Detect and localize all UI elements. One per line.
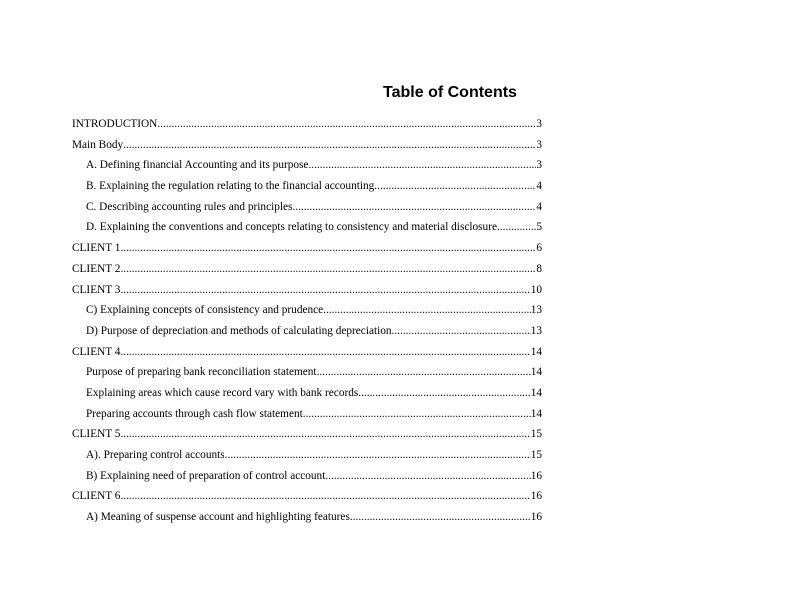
toc-entry-label: Preparing accounts through cash flow statement xyxy=(86,407,303,420)
toc-entry-page: 3 xyxy=(536,118,542,130)
toc-entry[interactable] xyxy=(72,217,542,238)
toc-entry-leader xyxy=(292,197,536,218)
toc-entry-label: A. Defining financial Accounting and its purpose xyxy=(86,159,309,172)
toc-entry-label: Main Body xyxy=(72,138,124,151)
toc-entry-label: D) Purpose of depreciation and methods of calculating depreciation xyxy=(86,324,392,337)
toc-entry-leader xyxy=(325,466,530,487)
toc-entry-page: 4 xyxy=(536,200,542,213)
toc-entry-page: 14 xyxy=(530,407,542,420)
toc-title: Table of Contents xyxy=(383,84,517,101)
toc-entry-leader xyxy=(120,280,530,301)
toc-entry-leader xyxy=(374,176,536,197)
toc-entry-leader xyxy=(120,238,536,259)
toc-entry-page: 6 xyxy=(536,242,542,255)
toc-entry-page: 15 xyxy=(530,449,542,461)
toc-entry[interactable] xyxy=(72,362,542,383)
toc-entry[interactable] xyxy=(72,155,542,176)
toc-entry-leader xyxy=(323,300,531,321)
toc-entry-leader xyxy=(317,362,531,383)
toc-entry-page: 8 xyxy=(536,262,542,275)
toc-entry-leader xyxy=(120,259,536,280)
toc-entry-label: C. Describing accounting rules and principles xyxy=(86,200,293,213)
toc-entry-label: CLIENT 2 xyxy=(72,262,121,275)
toc-entry-page: 16 xyxy=(530,490,542,503)
toc-entry-page: 3 xyxy=(536,138,542,151)
toc-entry-leader xyxy=(497,217,536,238)
toc-entry-label: B. Explaining the regulation relating to the financial accounting xyxy=(86,180,375,193)
toc-entry[interactable] xyxy=(72,238,542,259)
toc-entry-leader xyxy=(392,321,531,342)
toc-entry[interactable] xyxy=(72,300,542,321)
toc-entry-label: A) Meaning of suspense account and highlighting features xyxy=(86,511,350,524)
toc-entry[interactable] xyxy=(72,176,542,197)
toc-entry[interactable] xyxy=(72,280,542,301)
toc-entry-label: INTRODUCTION xyxy=(72,118,158,130)
toc-entry-label: CLIENT 6 xyxy=(72,490,121,503)
toc-entry-page: 13 xyxy=(530,304,542,317)
toc-entry[interactable] xyxy=(72,114,542,135)
toc-entry[interactable] xyxy=(72,342,542,363)
toc-entry-leader xyxy=(308,155,536,176)
toc-entry-page: 5 xyxy=(536,221,542,234)
toc-entry-page: 13 xyxy=(530,324,542,337)
toc-entry-label: D. Explaining the conventions and concepts relating to consistency and material disclosure xyxy=(86,221,497,234)
toc-entry-leader xyxy=(225,445,531,466)
toc-entry-label: A). Preparing control accounts xyxy=(86,449,225,461)
toc-list xyxy=(72,114,542,528)
toc-entry[interactable] xyxy=(72,466,542,487)
toc-entry-label: Purpose of preparing bank reconciliation statement xyxy=(86,366,317,379)
toc-entry-leader xyxy=(120,342,530,363)
toc-entry-label: CLIENT 3 xyxy=(72,283,121,296)
toc-entry[interactable] xyxy=(72,197,542,218)
toc-entry[interactable] xyxy=(72,404,542,425)
toc-entry[interactable] xyxy=(72,424,542,445)
toc-entry-page: 3 xyxy=(536,159,542,172)
toc-entry[interactable] xyxy=(72,445,542,466)
toc-entry-label: CLIENT 4 xyxy=(72,345,121,358)
toc-entry[interactable] xyxy=(72,507,542,528)
toc-entry-label: CLIENT 5 xyxy=(72,428,121,441)
toc-entry[interactable] xyxy=(72,259,542,280)
toc-entry[interactable] xyxy=(72,486,542,507)
toc-entry-page: 14 xyxy=(530,386,542,399)
toc-entry-leader xyxy=(303,404,531,425)
toc-entry-page: 10 xyxy=(530,283,542,296)
toc-entry-label: C) Explaining concepts of consistency and prudence xyxy=(86,304,324,317)
toc-entry-page: 16 xyxy=(530,511,542,524)
toc-entry[interactable] xyxy=(72,135,542,156)
toc-entry-leader xyxy=(157,114,536,135)
toc-entry-page: 14 xyxy=(530,366,542,379)
toc-entry-label: CLIENT 1 xyxy=(72,242,121,255)
toc-entry[interactable] xyxy=(72,321,542,342)
toc-entry-leader xyxy=(120,486,530,507)
toc-entry-page: 14 xyxy=(530,345,542,358)
toc-entry[interactable] xyxy=(72,383,542,404)
toc-entry-leader xyxy=(120,424,530,445)
toc-entry-page: 16 xyxy=(530,469,542,482)
toc-entry-leader xyxy=(350,507,531,528)
toc-entry-page: 15 xyxy=(530,428,542,441)
toc-entry-page: 4 xyxy=(536,180,542,193)
toc-entry-label: Explaining areas which cause record vary with bank records xyxy=(86,386,359,399)
toc-entry-leader xyxy=(123,135,536,156)
toc-entry-leader xyxy=(358,383,530,404)
toc-entry-label: B) Explaining need of preparation of control account xyxy=(86,469,326,482)
